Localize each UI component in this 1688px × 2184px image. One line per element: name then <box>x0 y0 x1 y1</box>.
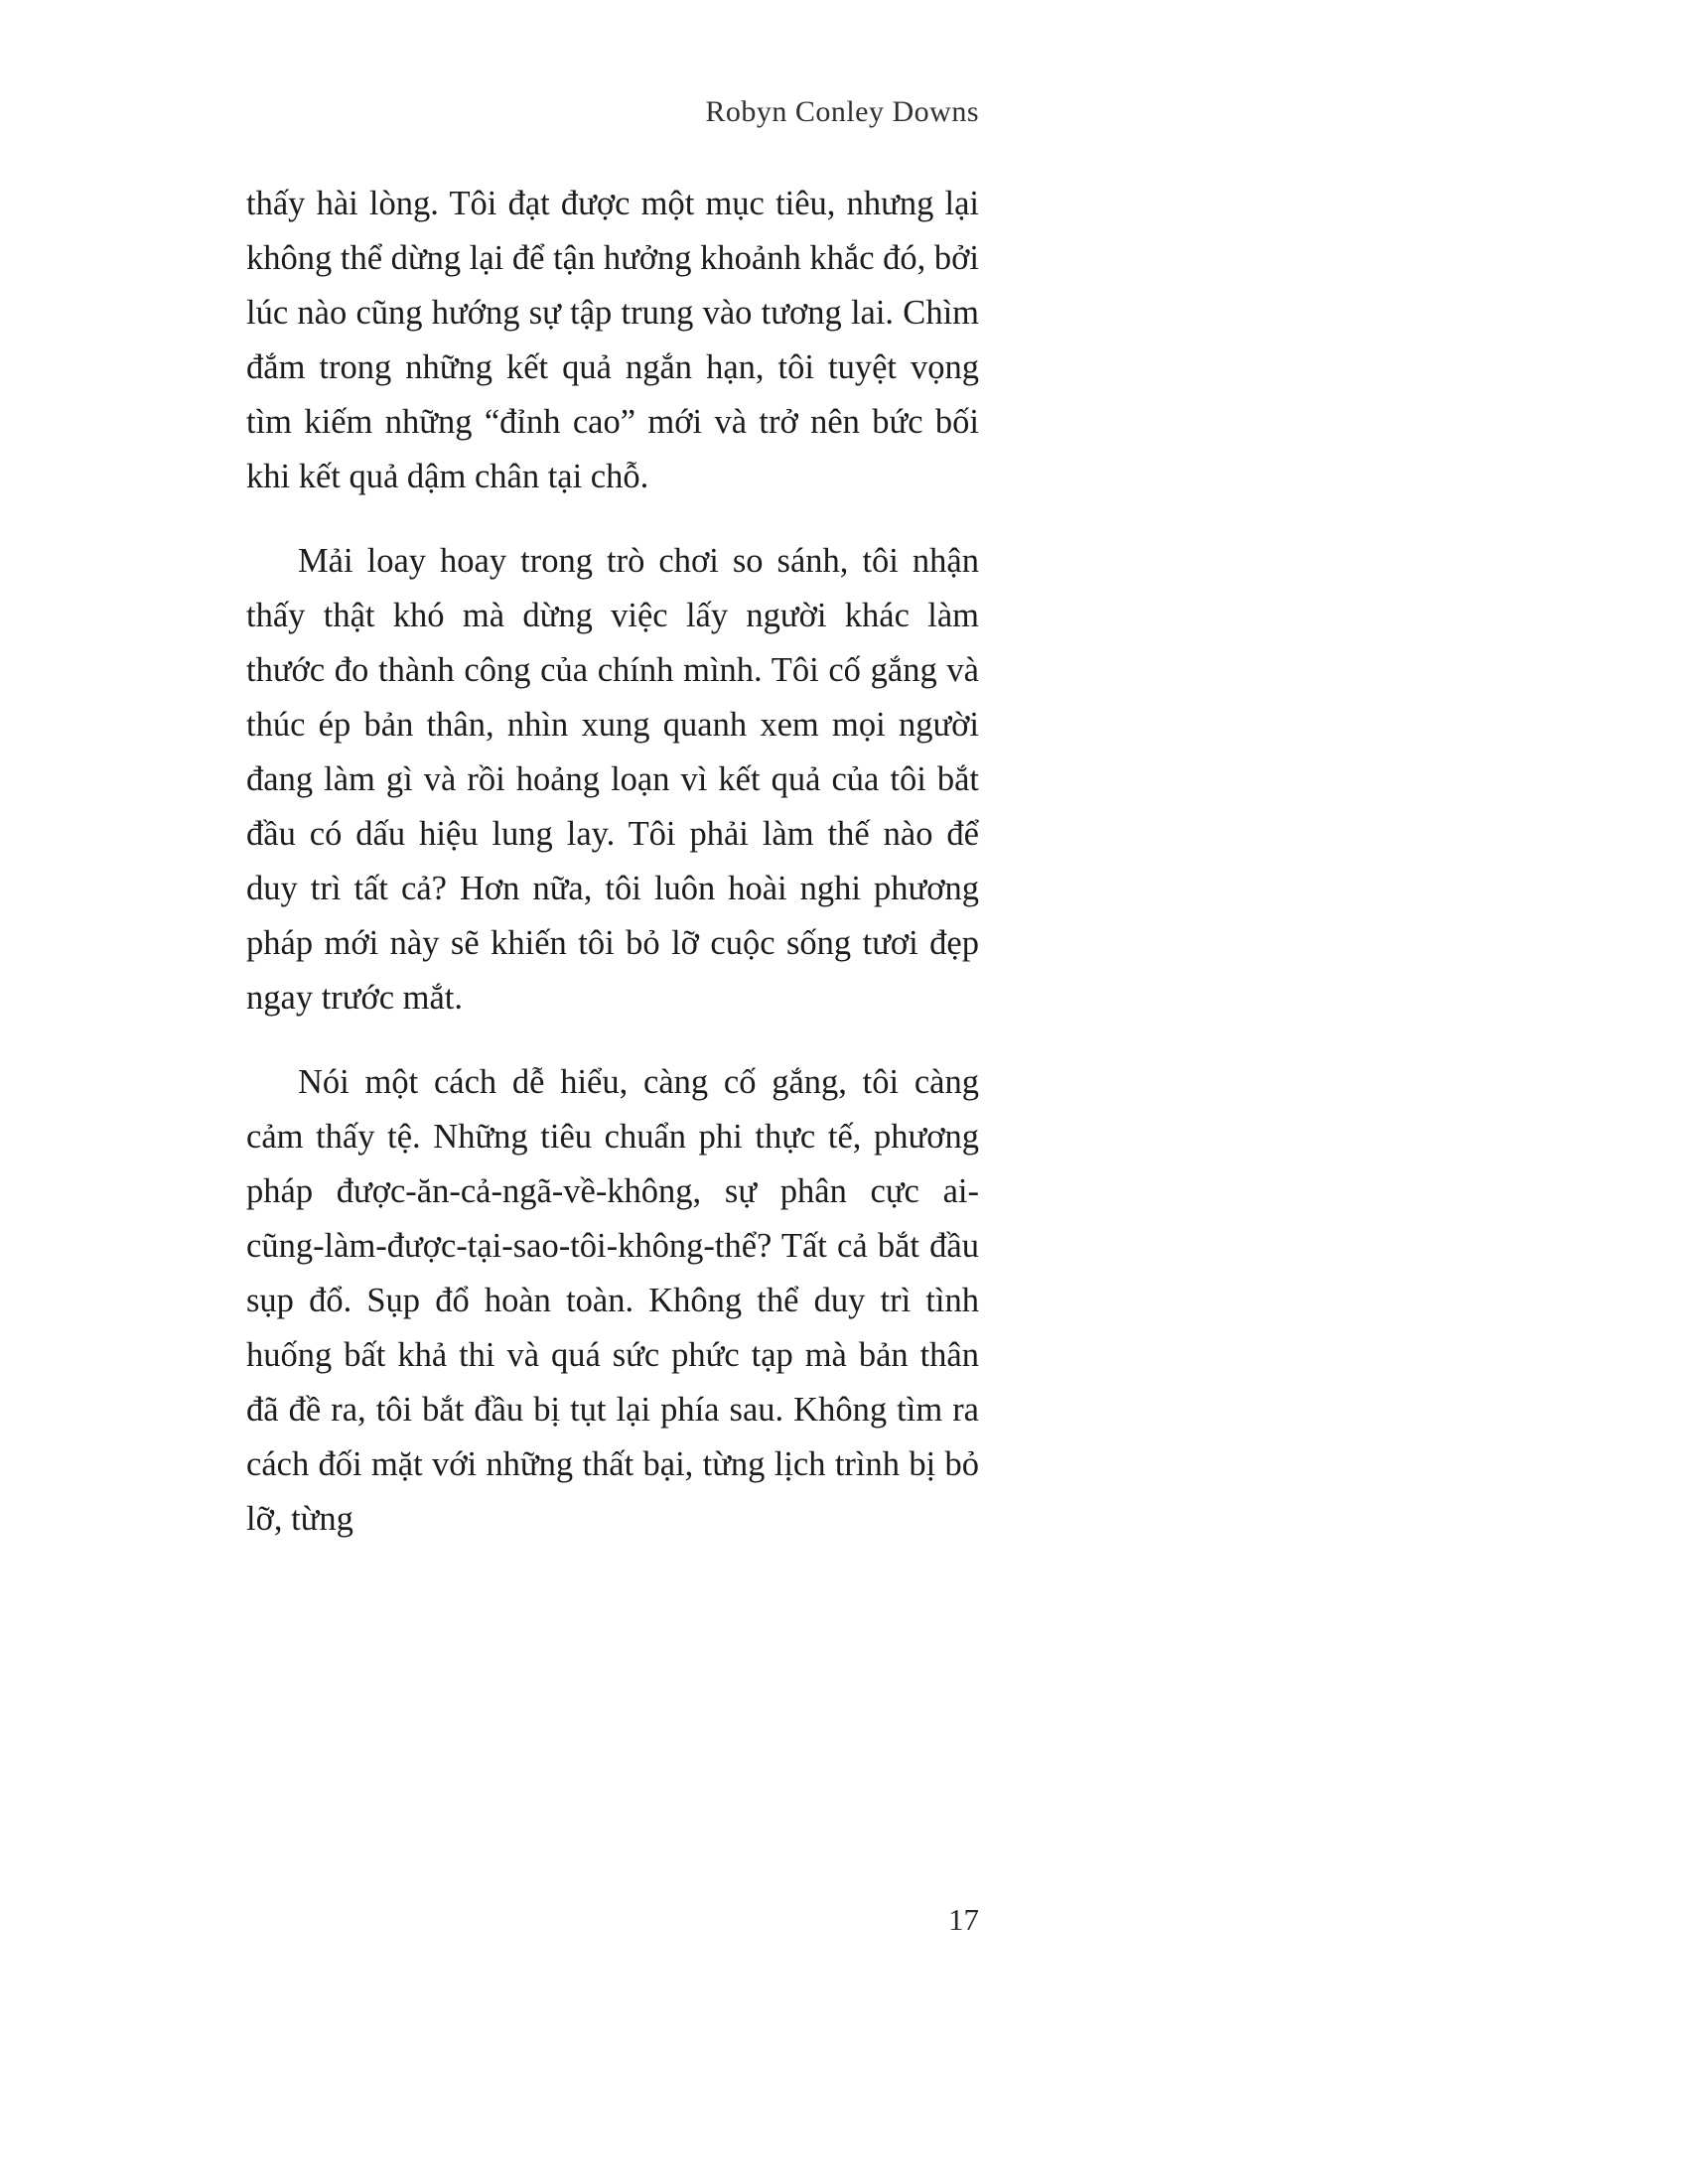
paragraph: thấy hài lòng. Tôi đạt được một mục tiêu, nhưng lại không thể dừng lại để tận hưởng khoảnh khắc đó, bởi lúc nào cũng hướng sự tập trung vào tương lai. Chìm đắm trong những kết quả ngắn hạn, tôi tuyệt vọng tìm kiếm những “đỉnh cao” mới và trở nên bức bối khi kết quả dậm chân tại chỗ. <box>246 185 979 495</box>
text-column <box>246 0 979 2184</box>
page-body <box>246 177 979 1576</box>
running-header: Robyn Conley Downs <box>705 95 979 128</box>
paragraph: Nói một cách dễ hiểu, càng cố gắng, tôi càng cảm thấy tệ. Những tiêu chuẩn phi thực tế, phương pháp được-ăn-cả-ngã-về-không, sự phân cực ai-cũng-làm-được-tại-sao-tôi-không-thể? Tất cả bắt đầu sụp đổ. Sụp đổ hoàn toàn. Không thể duy trì tình huống bất khả thi và quá sức phức tạp mà bản thân đã đề ra, tôi bắt đầu bị tụt lại phía sau. Không tìm ra cách đối mặt với những thất bại, từng lịch trình bị bỏ lỡ, từng <box>246 1063 979 1538</box>
paragraph: Mải loay hoay trong trò chơi so sánh, tôi nhận thấy thật khó mà dừng việc lấy người khác làm thước đo thành công của chính mình. Tôi cố gắng và thúc ép bản thân, nhìn xung quanh xem mọi người đang làm gì và rồi hoảng loạn vì kết quả của tôi bắt đầu có dấu hiệu lung lay. Tôi phải làm thế nào để duy trì tất cả? Hơn nữa, tôi luôn hoài nghi phương pháp mới này sẽ khiến tôi bỏ lỡ cuộc sống tươi đẹp ngay trước mắt. <box>246 542 979 1017</box>
page-number: 17 <box>948 1902 979 1937</box>
